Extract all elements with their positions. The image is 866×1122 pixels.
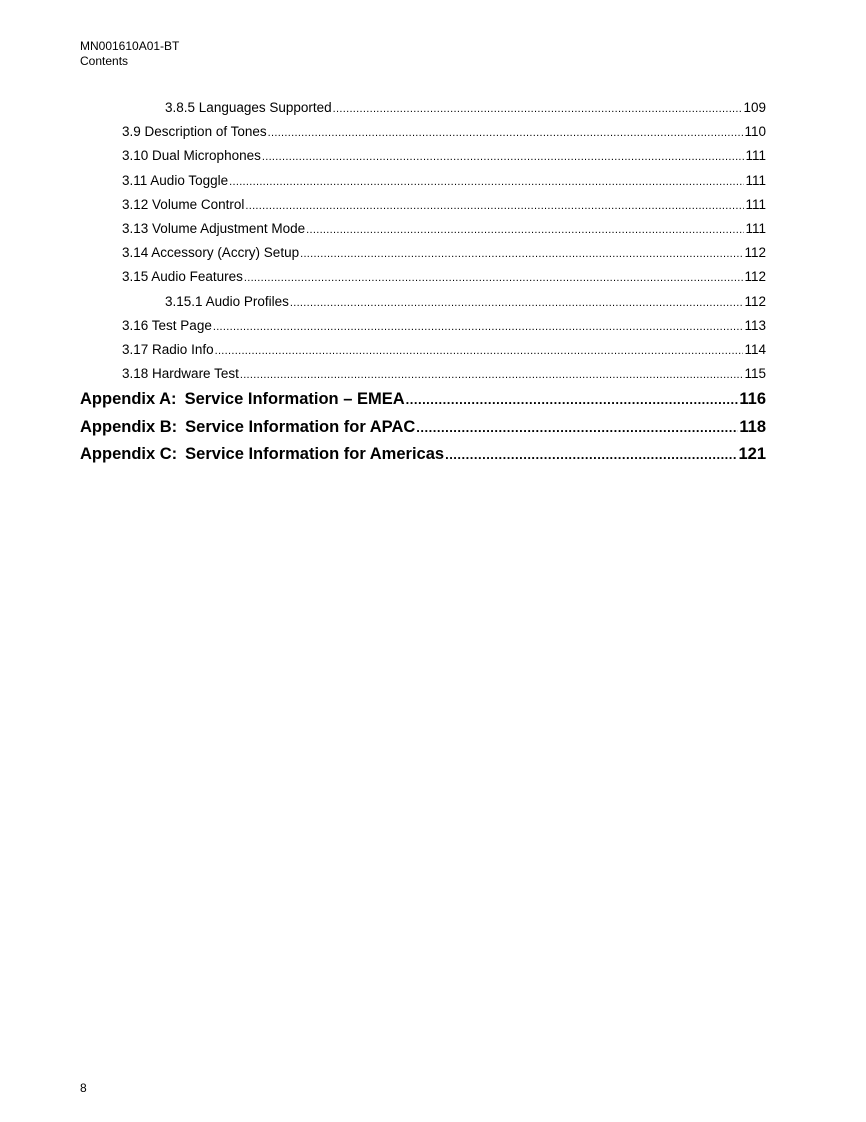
toc-entry-page: 111 [745, 148, 766, 164]
toc-entry-3-15-1[interactable] [80, 292, 766, 316]
toc-entry-page: 111 [745, 172, 766, 188]
page-number: 8 [80, 1081, 87, 1095]
toc-entry-number: 3.16 [122, 317, 149, 333]
toc-entry-number: 3.9 [122, 124, 141, 140]
toc-entry-title: Hardware Test [152, 366, 239, 382]
table-of-contents [80, 98, 766, 471]
toc-entry-3-10[interactable] [80, 146, 766, 170]
toc-entry-number: 3.10 [122, 148, 149, 164]
dot-leader [268, 122, 744, 143]
toc-entry-3-13[interactable] [80, 219, 766, 243]
dot-leader [416, 416, 738, 439]
section-title: Contents [80, 54, 129, 68]
page-header [80, 39, 179, 69]
dot-leader [445, 443, 737, 466]
toc-entry-title: Accessory (Accry) Setup [151, 245, 300, 261]
toc-entry-page: 111 [745, 196, 766, 212]
appendix-label: Appendix C: [80, 445, 178, 464]
toc-entry-3-12[interactable] [80, 195, 766, 219]
dot-leader [333, 98, 743, 119]
toc-entry-number: 3.11 [122, 172, 148, 188]
appendix-page: 118 [739, 417, 766, 436]
dot-leader [262, 146, 745, 167]
dot-leader [306, 219, 744, 240]
toc-entry-3-16[interactable] [80, 316, 766, 340]
toc-entry-3-18[interactable] [80, 364, 766, 388]
toc-entry-number: 3.14 [122, 245, 149, 261]
toc-entry-title: Audio Toggle [150, 172, 229, 188]
toc-entry-3-11[interactable] [80, 171, 766, 195]
appendix-title: Service Information for APAC [185, 417, 416, 436]
appendix-page: 116 [739, 390, 766, 409]
toc-entry-page: 114 [744, 341, 766, 357]
toc-entry-title: Audio Profiles [205, 293, 289, 309]
appendix-label: Appendix A: [80, 390, 177, 409]
toc-entry-page: 110 [744, 124, 766, 140]
toc-appendix-a[interactable] [80, 388, 766, 416]
appendix-title: Service Information for Americas [185, 445, 445, 464]
toc-entry-page: 115 [744, 366, 766, 382]
toc-entry-title: Volume Adjustment Mode [152, 220, 306, 236]
toc-entry-title: Test Page [151, 317, 212, 333]
toc-entry-number: 3.13 [122, 220, 149, 236]
toc-entry-title: Volume Control [152, 196, 245, 212]
toc-entry-title: Description of Tones [144, 124, 267, 140]
toc-entry-number: 3.18 [122, 366, 149, 382]
dot-leader [240, 364, 744, 385]
toc-entry-title: Dual Microphones [152, 148, 261, 164]
dot-leader [300, 243, 743, 264]
toc-entry-title: Audio Features [151, 269, 243, 285]
dot-leader [290, 292, 744, 313]
toc-entry-title: Languages Supported [198, 100, 332, 115]
dot-leader [244, 267, 744, 288]
dot-leader [406, 388, 739, 411]
toc-entry-number: 3.15 [122, 269, 149, 285]
toc-entry-page: 109 [743, 100, 766, 115]
toc-entry-number: 3.15.1 [165, 293, 203, 309]
dot-leader [229, 171, 744, 192]
document-id: MN001610A01-BT [80, 39, 180, 53]
toc-entry-title: Radio Info [152, 341, 214, 357]
appendix-label: Appendix B: [80, 417, 178, 436]
toc-entry-3-9[interactable] [80, 122, 766, 146]
toc-entry-page: 111 [745, 220, 766, 236]
toc-entry-page: 112 [744, 269, 766, 285]
toc-entry-number: 3.17 [122, 341, 149, 357]
toc-entry-3-15[interactable] [80, 267, 766, 291]
toc-entry-3-17[interactable] [80, 340, 766, 364]
dot-leader [245, 195, 744, 216]
toc-appendix-b[interactable] [80, 416, 766, 444]
toc-entry-page: 112 [744, 293, 766, 309]
dot-leader [213, 316, 744, 337]
toc-entry-3-8-5[interactable] [80, 98, 766, 122]
toc-entry-number: 3.8.5 [165, 100, 196, 115]
appendix-page: 121 [738, 445, 766, 464]
dot-leader [215, 340, 744, 361]
toc-entry-page: 112 [744, 245, 766, 261]
toc-appendix-c[interactable] [80, 443, 766, 471]
toc-entry-page: 113 [744, 317, 766, 333]
toc-entry-number: 3.12 [122, 196, 149, 212]
appendix-title: Service Information – EMEA [184, 390, 405, 409]
toc-entry-3-14[interactable] [80, 243, 766, 267]
